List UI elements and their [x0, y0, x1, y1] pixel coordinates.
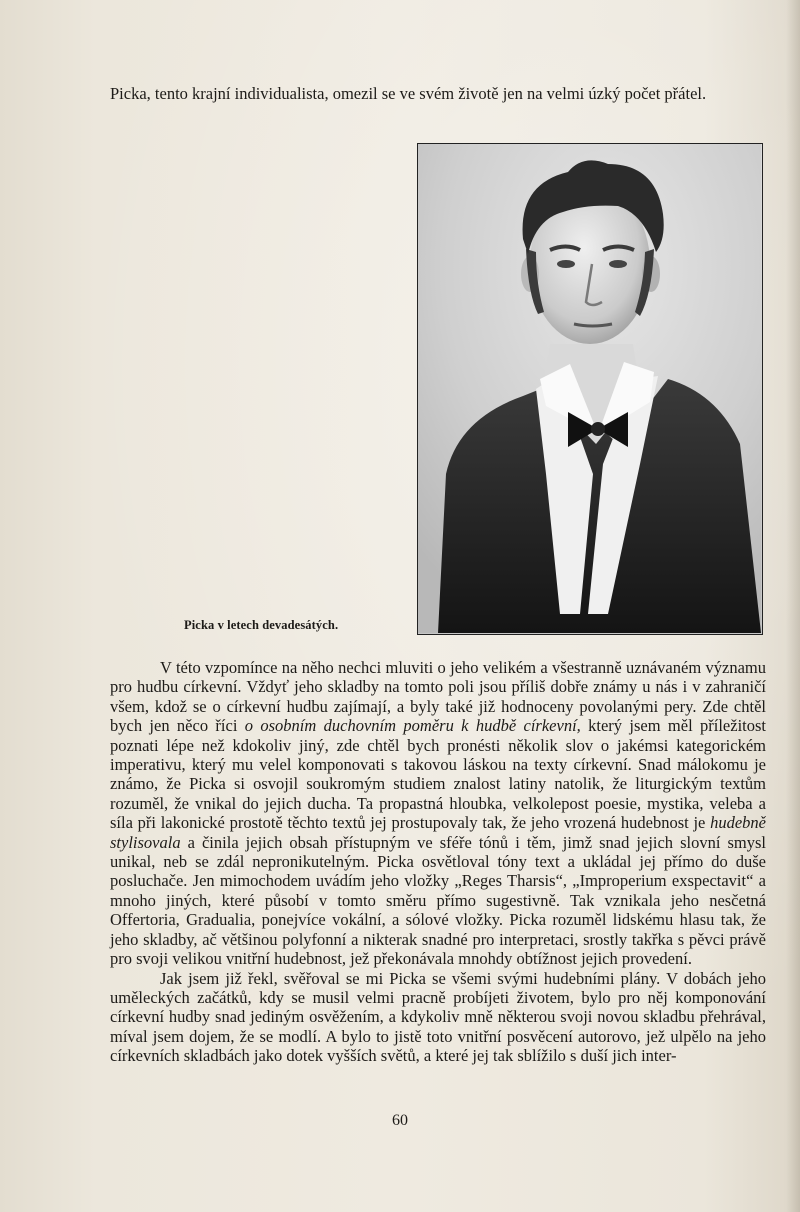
paragraph-2: Jak jsem již řekl, svěřoval se mi Picka se všemi svými hudebními plány. V dobách jeho uměleckých začátků, kdy se musil velmi pracně probíjeti životem, bylo pro něj komponování církevní hudby snad jediným osvěžením, a kdykoliv mně některou svoji novou skladbu přehrával, míval jsem dojem, že se modlí. A bylo to jistě toto vnitřní posvěcení autorovo, jež ulpělo na jeho církevních skladbách jako dotek vyšších světů, a které jej tak sblížilo s duší jich inter- [110, 968, 766, 1066]
main-text [110, 658, 766, 1066]
portrait-illustration [418, 144, 761, 633]
intro-paragraph: Picka, tento krajní individualista, omezil se ve svém životě jen na velmi úzký počet přátel. [110, 84, 707, 103]
page-number: 60 [392, 1112, 408, 1129]
paragraph-1-part-1: V této vzpomínce na něho nechci mluviti o jeho velikém a všestranně uznávaném významu pro hudbu církevní. Vždyť jeho skladby na tomto poli jsou příliš dobře známy u nás i v zahraničí všem, kdož se o církevní hudbu zajímají, a byly také již hodnoceny povolanými pery. Zde chtěl bych jen něco říci [110, 658, 766, 736]
portrait-photo [417, 143, 763, 635]
paragraph-1-emphasis-1: o osobním duchovním poměru k hudbě církevní, [244, 716, 581, 736]
photo-caption: Picka v letech devadesátých. [184, 618, 339, 632]
paragraph-1-part-3: a činila jejich obsah přístupným ve sféře tónů i těm, jimž snad jejich slovní smysl unikal, neb se zdál nepronikutelným. Picka osvětloval tóny text a ukládal jej přímo do duše posluchače. Jen mimochodem uvádím jeho vložky „Reges Tharsis“, „Improperium exspectavit“ a mnoho jiných, které působí v tomto směru přímo sugestivně. Tak vznikala jeho nesčetná Offertoria, Gradualia, ponejvíce vokální, a sólové vložky. Picka rozuměl lidskému hlasu tak, že jeho skladby, ač většinou polyfonní a nikterak snadné pro interpretaci, srostly takřka s pěvci právě pro svoji velikou vnitřní hudebnost, jež překonávala mnohdy obtížnost jejich provedení. [110, 832, 766, 969]
paragraph-1-part-2: který jsem měl příležitost poznati lépe než kdokoliv jiný, zde chtěl bych pronésti několik slov o jakémsi kategorickém imperativu, který mu velel komponovati s takovou láskou na texty církevní. Snad málokomu je známo, že Picka si osvojil soukromým studiem znalost latiny natolik, že liturgickým textům rozuměl, že vnikal do jejich ducha. Ta propastná hloubka, velkolepost poesie, mystika, veleba a síla při lakonické prostotě těchto textů jej prostupovaly tak, že jeho vrozená hudebnost je [110, 716, 766, 833]
paragraph-1-emphasis-2: hudebně stylisovala [110, 813, 766, 852]
paragraph-1 [110, 658, 766, 969]
